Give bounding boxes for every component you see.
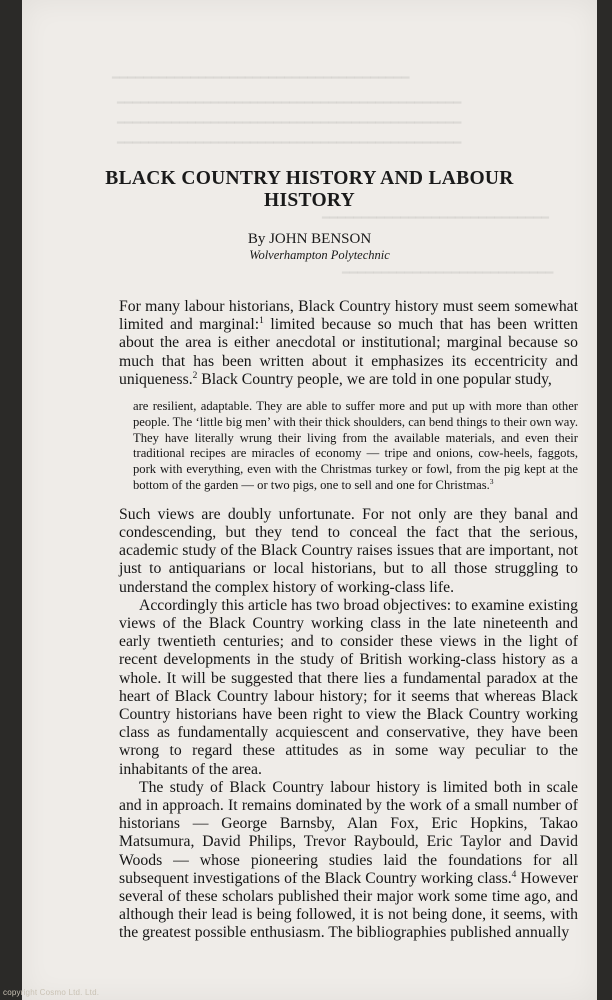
author-affiliation: Wolverhampton Polytechnic xyxy=(249,248,390,262)
show-through-text: ━━━━━━━━━━━━━━━━━━━━━━━━━━━━━ xyxy=(322,210,549,225)
show-through-text: ━━━━━━━━━━━━━━━━━━━━━━━━━━━━━━━━━━━━━━━━━━━━ xyxy=(117,135,462,150)
paragraph-3: Accordingly this article has two broad objectives: to examine existing views of the Black Country working class in the late nineteenth and early twentieth centuries; and to consider these views in the light of recent developments in the study of British working-class history as a whole. It will be suggested that there lies a fundamental paradox at the heart of Black Country labour history; for it seems that whereas Black Country historians have been right to view the Black Country working class as fundamentally acquiescent and conservative, they have been wrong to regard these attitudes as in some way peculiar to the inhabitants of the area. xyxy=(119,596,578,778)
paragraph-4: The study of Black Country labour history is limited both in scale and in approach. It remains dominated by the work of a small number of historians — George Barnsby, Alan Fox, Eric Hopkins, Takao Matsumura, David Philips, Trevor Raybould, Eric Taylor and David Woods — whose pioneering studies laid the foundations for all subsequent investigations of the Black Country working class.$^4$ However several of these scholars published their major work some time ago, and although their lead is being followed, it is not being done, it seems, with the greatest possible enthusiasm. The bibliographies published annually xyxy=(119,778,578,942)
article-title-line-1: BLACK COUNTRY HISTORY AND LABOUR xyxy=(105,168,514,189)
document-page xyxy=(22,0,597,1000)
show-through-text: ━━━━━━━━━━━━━━━━━━━━━━━━━━━━━━━━━━━━━━━━━━━━ xyxy=(117,95,462,110)
footnote-marker: 2 xyxy=(192,370,198,381)
footnote-marker: 4 xyxy=(511,869,517,880)
article-body xyxy=(119,298,578,943)
author-byline: By JOHN BENSON xyxy=(247,231,372,247)
footnote-marker: 1 xyxy=(259,315,264,326)
article-title-line-2: HISTORY xyxy=(263,190,355,211)
copyright-watermark: copyright Cosmo Ltd. Ltd. xyxy=(3,988,100,997)
show-through-text: ━━━━━━━━━━━━━━━━━━━━━━━━━━━ xyxy=(342,265,554,280)
paragraph-1: For many labour historians, Black Country history must seem somewhat limited and marginal:$^1$ limited because so much that has been written about the area is either anecdotal or institutional; marginal because so much that has been written about it emphasizes its eccentricity and uniqueness.$^2$ Black Country people, we are told in one popular study, xyxy=(119,298,578,388)
show-through-text: ━━━━━━━━━━━━━━━━━━━━━━━━━━━━━━━━━━━━━━ xyxy=(112,70,410,85)
footnote-marker: 3 xyxy=(489,476,494,486)
block-quote: are resilient, adaptable. They are able to suffer more and put up with more than other people. The ‘little big men’ with their thick shoulders, can bend things to their own way. They have literally wrung their living from the available materials, and even their traditional recipes are miracles of economy — tripe and onions, cow-heels, faggots, pork with everything, even with the Christmas turkey or fowl, from the pig kept at the bottom of the garden — or two pigs, one to sell and one for Christmas.$^3$ xyxy=(133,399,578,492)
show-through-text: ━━━━━━━━━━━━━━━━━━━━━━━━━━━━━━━━━━━━━━━━━━━━ xyxy=(117,115,462,130)
paragraph-2: Such views are doubly unfortunate. For not only are they banal and condescending, but they tend to conceal the fact that the serious, academic study of the Black Country raises issues that are important, not just to antiquarians or local historians, but to all those struggling to understand the complex history of working-class life. xyxy=(119,505,578,596)
